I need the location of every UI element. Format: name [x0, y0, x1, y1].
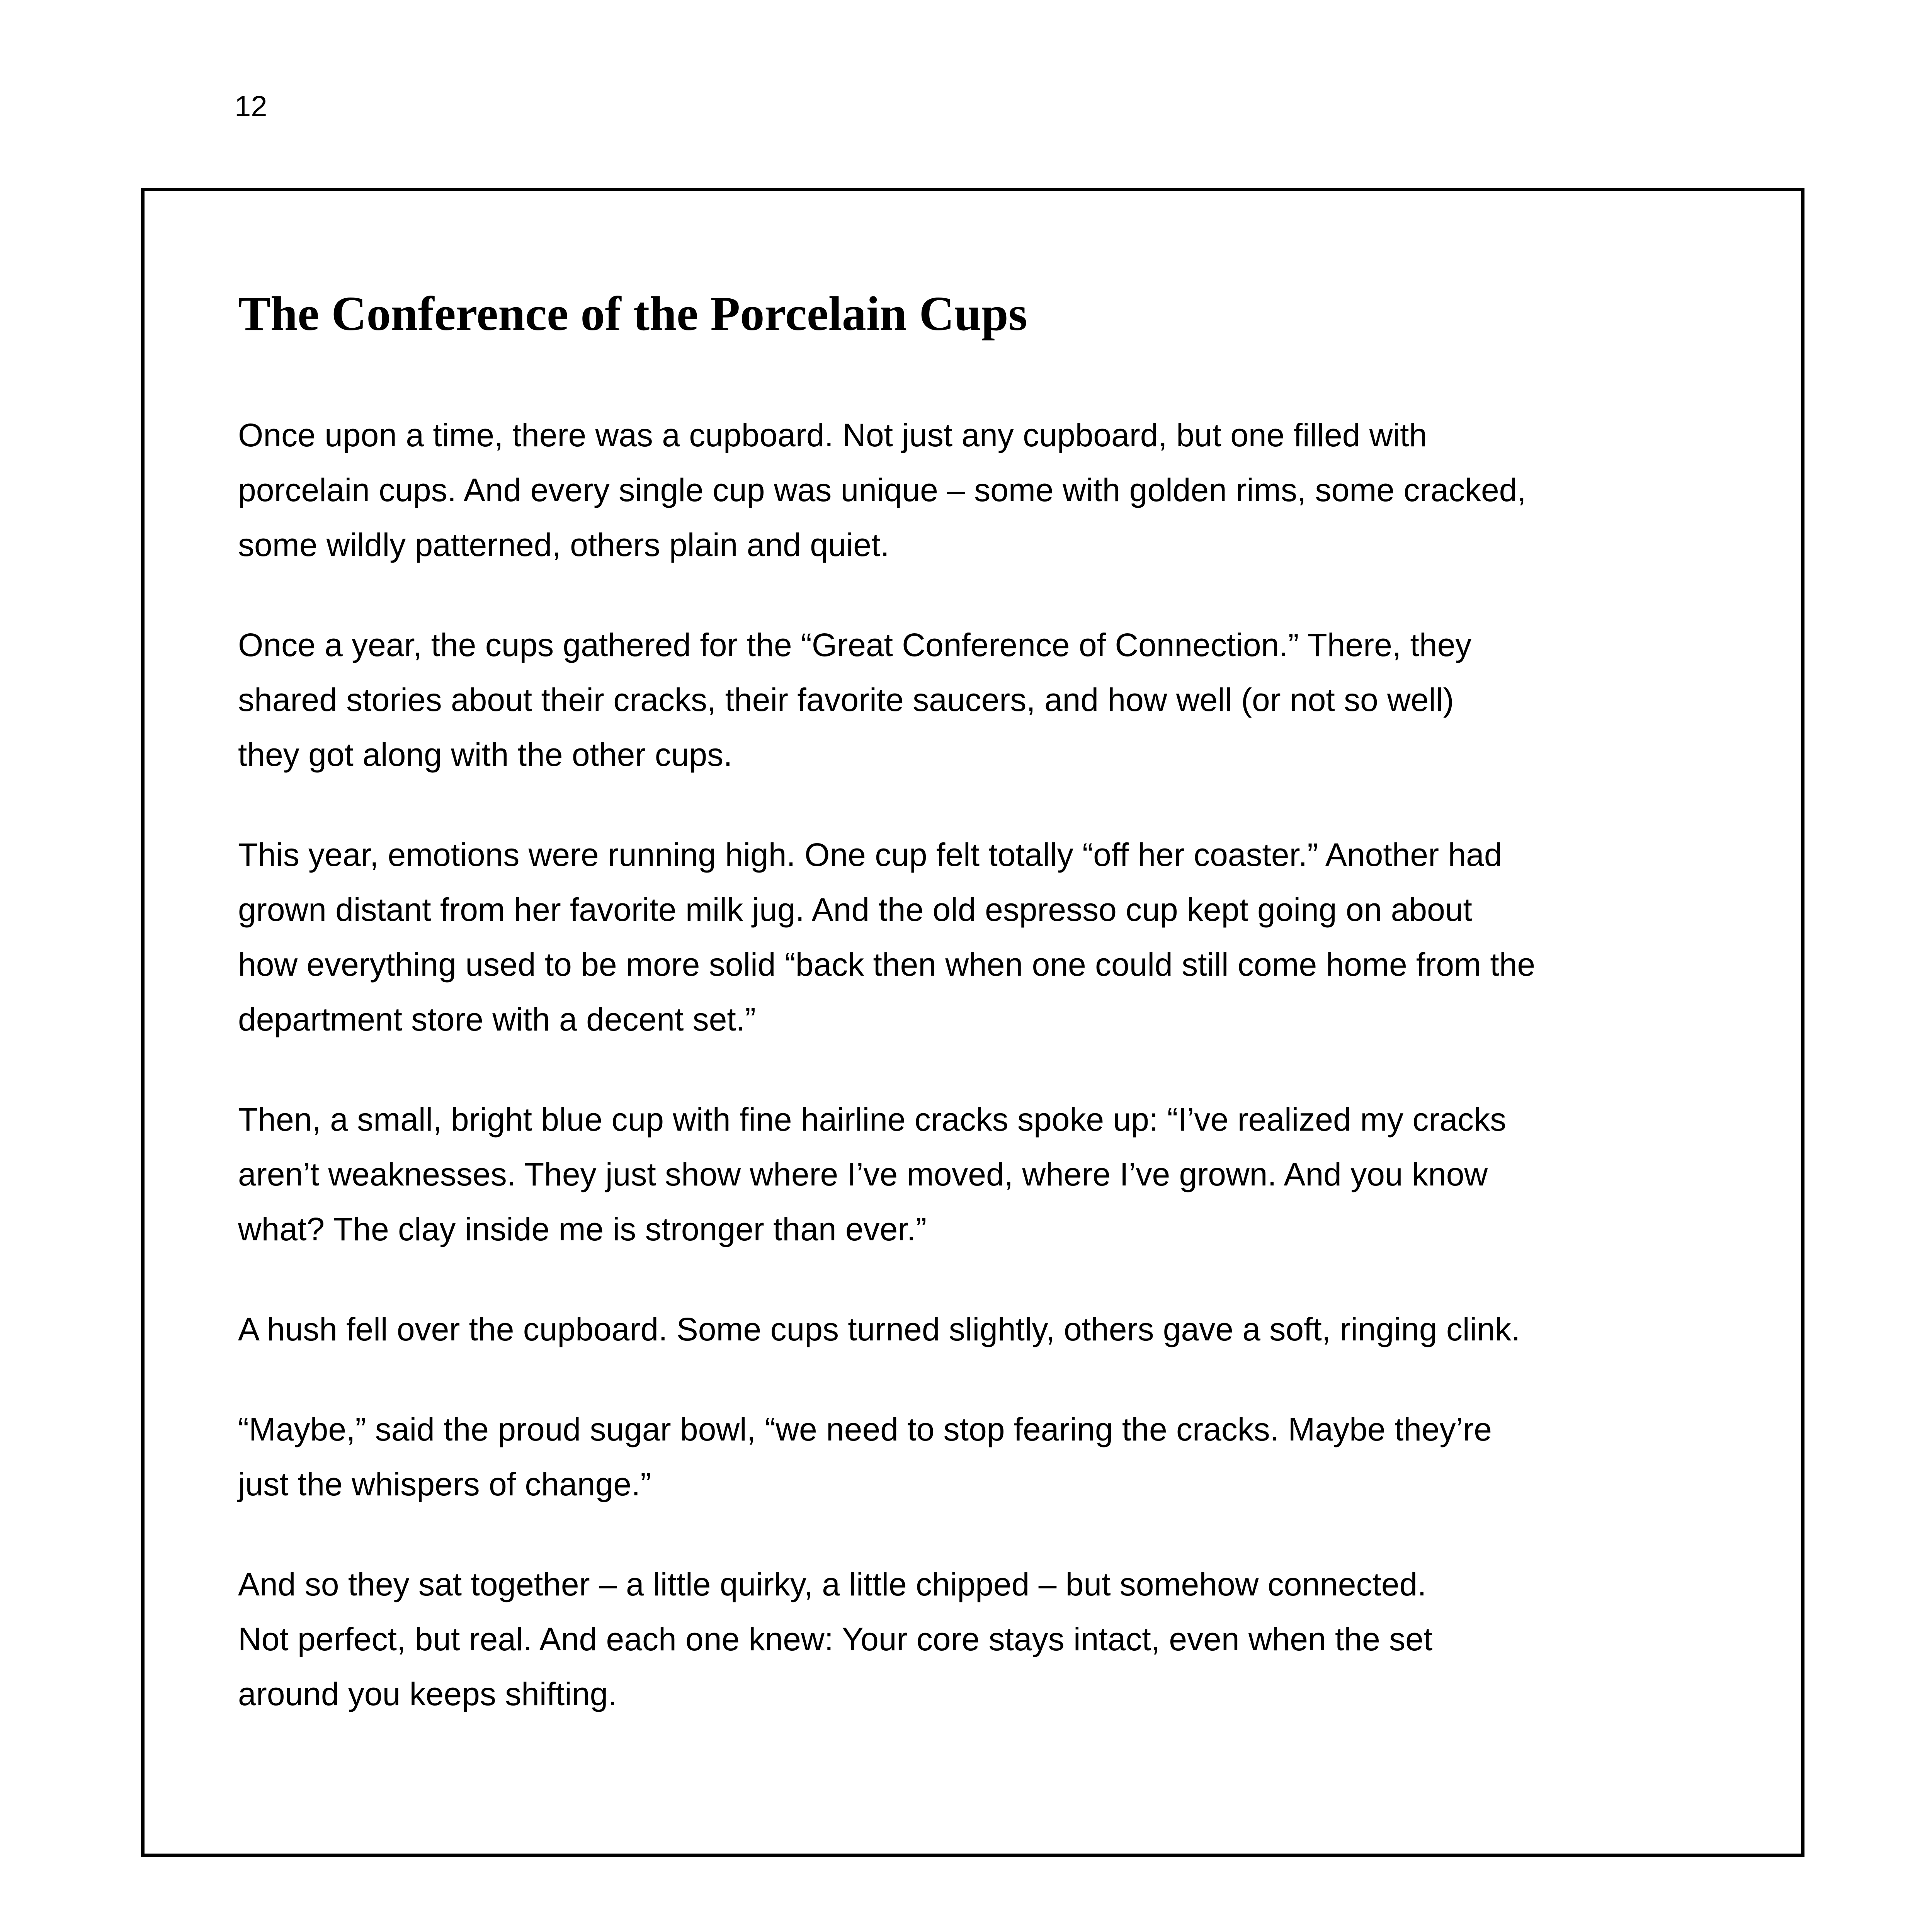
paragraph-line: shared stories about their cracks, their favorite saucers, and how well (or not so well)	[238, 682, 1454, 718]
paragraph-line: some wildly patterned, others plain and quiet.	[238, 527, 889, 563]
paragraph-line: Then, a small, bright blue cup with fine hairline cracks spoke up: “I’ve realized my cracks	[238, 1101, 1507, 1138]
paragraph-line: And so they sat together – a little quirky, a little chipped – but somehow connected.	[238, 1566, 1427, 1602]
paragraph-line: Once a year, the cups gathered for the “Great Conference of Connection.” There, they	[238, 627, 1472, 663]
paragraph-line: porcelain cups. And every single cup was unique – some with golden rims, some cracked,	[238, 472, 1526, 508]
story-paragraph	[238, 1557, 1768, 1721]
paragraph-line: A hush fell over the cupboard. Some cups turned slightly, others gave a soft, ringing clink.	[238, 1311, 1520, 1347]
paragraph-line: around you keeps shifting.	[238, 1676, 617, 1712]
paragraph-line: Not perfect, but real. And each one knew: Your core stays intact, even when the set	[238, 1621, 1433, 1657]
paragraph-line: grown distant from her favorite milk jug. And the old espresso cup kept going on about	[238, 891, 1472, 928]
paragraph-line: This year, emotions were running high. One cup felt totally “off her coaster.” Another had	[238, 837, 1502, 873]
paragraph-line: what? The clay inside me is stronger than ever.”	[238, 1211, 927, 1247]
story-body	[238, 408, 1768, 1767]
paragraph-line: department store with a decent set.”	[238, 1001, 756, 1037]
story-paragraph	[238, 1402, 1768, 1512]
page-number: 12	[235, 90, 267, 123]
story-paragraph	[238, 408, 1768, 572]
story-frame	[141, 188, 1804, 1857]
paragraph-line: Once upon a time, there was a cupboard. Not just any cupboard, but one filled with	[238, 417, 1427, 453]
story-paragraph	[238, 1092, 1768, 1257]
story-paragraph	[238, 617, 1768, 782]
story-paragraph	[238, 1302, 1768, 1357]
paragraph-line: “Maybe,” said the proud sugar bowl, “we need to stop fearing the cracks. Maybe they’re	[238, 1411, 1492, 1447]
paragraph-line: just the whispers of change.”	[238, 1466, 651, 1502]
paragraph-line: they got along with the other cups.	[238, 736, 733, 773]
story-paragraph	[238, 827, 1768, 1047]
paragraph-line: aren’t weaknesses. They just show where I’ve moved, where I’ve grown. And you know	[238, 1156, 1488, 1192]
story-title: The Conference of the Porcelain Cups	[238, 287, 1027, 341]
paragraph-line: how everything used to be more solid “back then when one could still come home from the	[238, 946, 1536, 983]
